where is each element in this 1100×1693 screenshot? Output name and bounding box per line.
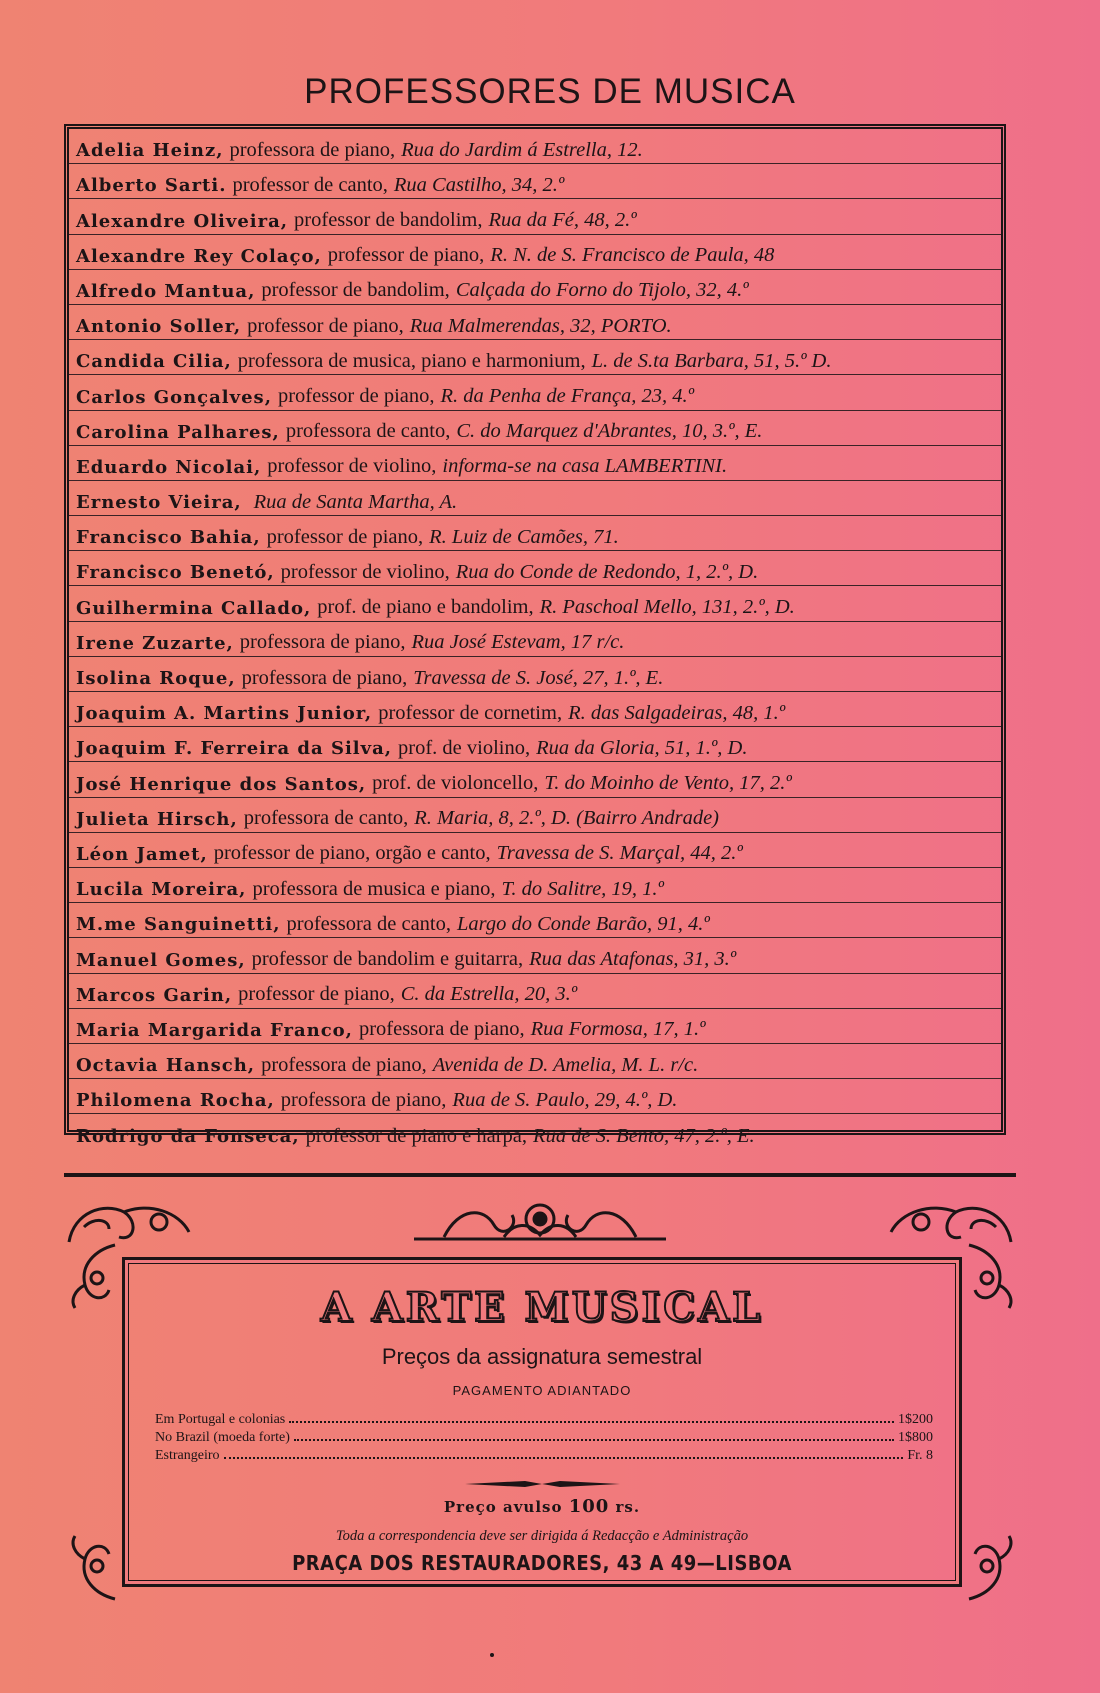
teacher-name: Manuel Gomes, bbox=[76, 949, 246, 971]
teacher-address: Rua Castilho, 34, 2.º bbox=[393, 173, 565, 196]
teacher-name: Marcos Garin, bbox=[76, 984, 233, 1006]
teacher-address: R. da Penha de França, 23, 4.º bbox=[440, 385, 694, 407]
teacher-name: José Henrique dos Santos, bbox=[76, 773, 367, 795]
page-dot bbox=[490, 1653, 494, 1657]
fleuron-corner-icon bbox=[963, 1534, 1019, 1604]
single-price-value: 100 bbox=[568, 1496, 610, 1517]
teacher-address: Rua das Atafonas, 31, 3.º bbox=[529, 948, 737, 970]
single-price-unit: rs. bbox=[615, 1498, 641, 1516]
teacher-address: informa-se na casa LAMBERTINI. bbox=[442, 455, 728, 478]
directory-entry bbox=[69, 1009, 1001, 1044]
teacher-name: Ernesto Vieira, bbox=[76, 492, 242, 514]
price-row bbox=[155, 1430, 933, 1448]
directory-entry bbox=[69, 375, 1001, 410]
teacher-role: professora de piano, bbox=[239, 631, 406, 654]
teacher-name: Joaquim F. Ferreira da Silva, bbox=[76, 738, 393, 760]
teacher-address: C. da Estrella, 20, 3.º bbox=[400, 983, 578, 1006]
teacher-name: Léon Jamet, bbox=[76, 843, 208, 865]
directory-entry bbox=[69, 692, 1001, 727]
ad-payment-note: PAGAMENTO ADIANTADO bbox=[452, 1383, 632, 1398]
directory-entry bbox=[69, 1114, 1001, 1149]
teacher-name: Eduardo Nicolai, bbox=[76, 456, 262, 478]
teacher-address: T. do Salitre, 19, 1.º bbox=[501, 877, 664, 900]
teacher-role: professor de violino, bbox=[267, 455, 437, 478]
teacher-role: professor de piano, bbox=[247, 314, 404, 337]
price-value: Fr. 8 bbox=[907, 1448, 933, 1463]
teacher-address: Rua Malmerendas, 32, PORTO. bbox=[409, 314, 672, 337]
directory-entry bbox=[69, 129, 1001, 164]
directory-entry bbox=[69, 974, 1001, 1009]
teacher-role: professor de bandolim, bbox=[261, 279, 450, 302]
price-label: No Brazil (moeda forte) bbox=[155, 1430, 290, 1445]
teacher-role: professora de musica, piano e harmonium, bbox=[237, 349, 586, 372]
directory-entry bbox=[69, 657, 1001, 692]
teacher-name: Guilhermina Callado, bbox=[76, 597, 312, 619]
ornament-row bbox=[64, 1197, 1016, 1247]
teacher-name: Joaquim A. Martins Junior, bbox=[76, 703, 373, 725]
teacher-name: Maria Margarida Franco, bbox=[76, 1019, 353, 1041]
price-row bbox=[155, 1412, 933, 1430]
teacher-name: Carolina Palhares, bbox=[76, 421, 280, 443]
teacher-name: Rodrigo da Fonseca, bbox=[76, 1126, 300, 1148]
dot-leader bbox=[224, 1457, 904, 1459]
directory-entry bbox=[69, 481, 1001, 516]
price-row bbox=[155, 1448, 933, 1466]
directory-entry bbox=[69, 305, 1001, 340]
single-issue-price bbox=[125, 1496, 959, 1517]
price-label: Em Portugal e colonias bbox=[155, 1412, 286, 1427]
subscription-advert bbox=[122, 1257, 962, 1587]
teacher-role: professor de piano, bbox=[277, 385, 435, 407]
price-label: Estrangeiro bbox=[155, 1448, 220, 1463]
teacher-address: R. N. de S. Francisco de Paula, 48 bbox=[490, 244, 775, 267]
fleuron-corner-icon bbox=[963, 1240, 1019, 1310]
teacher-role: professora de canto, bbox=[286, 912, 452, 935]
teacher-name: Alexandre Rey Colaço, bbox=[76, 245, 322, 267]
dot-leader bbox=[294, 1439, 894, 1441]
teacher-role: prof. de piano e bandolim, bbox=[317, 596, 534, 619]
teacher-role: professora de piano, bbox=[229, 138, 396, 161]
teacher-address: Avenida de D. Amelia, M. L. r/c. bbox=[432, 1053, 699, 1076]
teacher-name: Julieta Hirsch, bbox=[76, 808, 238, 830]
directory-entry bbox=[69, 446, 1001, 481]
teacher-role: professor de bandolim e guitarra, bbox=[251, 948, 524, 970]
teacher-name: M.me Sanguinetti, bbox=[76, 914, 281, 936]
teacher-name: Octavia Hansch, bbox=[76, 1055, 256, 1077]
teacher-role: professor de piano e harpa, bbox=[305, 1124, 528, 1147]
price-list bbox=[155, 1412, 933, 1466]
section-divider bbox=[64, 1173, 1016, 1177]
directory-entry bbox=[69, 516, 1001, 551]
teacher-address: R. Paschoal Mello, 131, 2.º, D. bbox=[539, 596, 795, 619]
directory-entry bbox=[69, 622, 1001, 657]
teacher-address: Rua da Fé, 48, 2.º bbox=[488, 209, 637, 232]
teacher-name: Philomena Rocha, bbox=[76, 1090, 275, 1112]
price-value: 1$800 bbox=[898, 1430, 933, 1445]
teacher-address: R. Luiz de Camões, 71. bbox=[429, 525, 619, 548]
teacher-role: professora de piano, bbox=[280, 1088, 447, 1111]
teacher-name: Isolina Roque, bbox=[76, 668, 236, 689]
teacher-name: Francisco Benetó, bbox=[76, 562, 275, 584]
teacher-directory bbox=[64, 124, 1006, 1148]
teacher-name: Candida Cilia, bbox=[76, 351, 232, 373]
office-address: PRAÇA DOS RESTAURADORES, 43 A 49—LISBOA bbox=[292, 1551, 792, 1576]
teacher-role: professora de piano, bbox=[358, 1018, 525, 1041]
teacher-address: Rua Formosa, 17, 1.º bbox=[530, 1018, 706, 1041]
teacher-address: Rua de Santa Martha, A. bbox=[253, 490, 458, 513]
teacher-role: professora de piano, bbox=[261, 1053, 427, 1076]
teacher-name: Adelia Heinz, bbox=[76, 140, 224, 162]
teacher-role: professor de piano, orgão e canto, bbox=[213, 842, 491, 865]
teacher-role: professor de piano, bbox=[266, 525, 424, 548]
single-price-label: Preço avulso bbox=[443, 1498, 563, 1516]
directory-entry bbox=[69, 1079, 1001, 1114]
teacher-address: Rua da Gloria, 51, 1.º, D. bbox=[536, 736, 748, 759]
teacher-role: professor de canto, bbox=[232, 173, 388, 196]
directory-entry bbox=[69, 1044, 1001, 1079]
correspondence-note: Toda a correspondencia deve ser dirigida á Redacção e Administração bbox=[335, 1528, 749, 1544]
teacher-name: Alfredo Mantua, bbox=[76, 280, 256, 302]
teacher-address: Travessa de S. Marçal, 44, 2.º bbox=[496, 842, 743, 865]
directory-entry bbox=[69, 762, 1001, 797]
teacher-address: C. do Marquez d'Abrantes, 10, 3.º, E. bbox=[456, 420, 763, 443]
decorative-rule bbox=[465, 1480, 620, 1488]
directory-entry bbox=[69, 727, 1001, 762]
teacher-role: professor de violino, bbox=[280, 560, 450, 583]
teacher-role: prof. de violoncello, bbox=[372, 772, 539, 795]
teacher-address: Largo do Conde Barão, 91, 4.º bbox=[457, 912, 710, 935]
directory-entry bbox=[69, 340, 1001, 375]
teacher-address: Rua de S. Paulo, 29, 4.º, D. bbox=[452, 1088, 678, 1111]
directory-entry bbox=[69, 164, 1001, 199]
directory-entry bbox=[69, 235, 1001, 270]
fleuron-corner-icon bbox=[65, 1534, 121, 1604]
teacher-role: professor de bandolim, bbox=[294, 209, 483, 232]
directory-entry bbox=[69, 199, 1001, 234]
teacher-role: professor de cornetim, bbox=[378, 701, 563, 724]
directory-entry bbox=[69, 551, 1001, 586]
teacher-address: Rua do Jardim á Estrella, 12. bbox=[401, 138, 643, 161]
teacher-role: prof. de violino, bbox=[398, 736, 531, 759]
teacher-address: R. das Salgadeiras, 48, 1.º bbox=[568, 701, 786, 724]
teacher-role: professora de musica e piano, bbox=[252, 877, 496, 900]
dot-leader bbox=[289, 1421, 894, 1423]
teacher-address: T. do Moinho de Vento, 17, 2.º bbox=[544, 772, 792, 795]
directory-entry bbox=[69, 868, 1001, 903]
teacher-role: professora de canto, bbox=[243, 807, 409, 830]
directory-entry bbox=[69, 833, 1001, 868]
teacher-name: Irene Zuzarte, bbox=[76, 632, 234, 654]
directory-entry bbox=[69, 903, 1001, 938]
teacher-address: Rua José Estevam, 17 r/c. bbox=[411, 631, 625, 654]
teacher-name: Alberto Sarti. bbox=[76, 175, 227, 197]
directory-entry bbox=[69, 586, 1001, 621]
teacher-address: Calçada do Forno do Tijolo, 32, 4.º bbox=[455, 279, 749, 302]
teacher-name: Carlos Gonçalves, bbox=[76, 386, 272, 408]
teacher-role: professor de piano, bbox=[327, 244, 485, 267]
teacher-name: Alexandre Oliveira, bbox=[76, 210, 289, 232]
teacher-address: Rua do Conde de Redondo, 1, 2.º, D. bbox=[455, 560, 759, 583]
teacher-name: Antonio Soller, bbox=[76, 316, 242, 338]
ad-title: A ARTE MUSICAL bbox=[320, 1284, 764, 1331]
directory-entry bbox=[69, 411, 1001, 446]
directory-entry bbox=[69, 938, 1001, 973]
teacher-role: professora de canto, bbox=[285, 420, 451, 443]
fleuron-corner-icon bbox=[65, 1240, 121, 1310]
price-value: 1$200 bbox=[898, 1412, 933, 1427]
teacher-address: R. Maria, 8, 2.º, D. (Bairro Andrade) bbox=[414, 807, 720, 830]
teacher-address: Travessa de S. José, 27, 1.º, E. bbox=[413, 666, 664, 689]
teacher-name: Francisco Bahia, bbox=[76, 527, 261, 549]
teacher-name: Lucila Moreira, bbox=[76, 879, 247, 901]
page-title: PROFESSORES DE MUSICA bbox=[304, 72, 796, 111]
ad-subtitle: Preços da assignatura semestral bbox=[381, 1344, 703, 1369]
scroll-flourish-icon bbox=[69, 1205, 1011, 1242]
directory-entry bbox=[69, 798, 1001, 833]
directory-entry bbox=[69, 270, 1001, 305]
teacher-role: professora de piano, bbox=[241, 666, 408, 689]
teacher-address: L. de S.ta Barbara, 51, 5.º D. bbox=[591, 349, 832, 372]
teacher-role: professor de piano, bbox=[238, 983, 395, 1006]
teacher-address: Rua de S. Bento, 47, 2.º, E. bbox=[533, 1124, 755, 1147]
